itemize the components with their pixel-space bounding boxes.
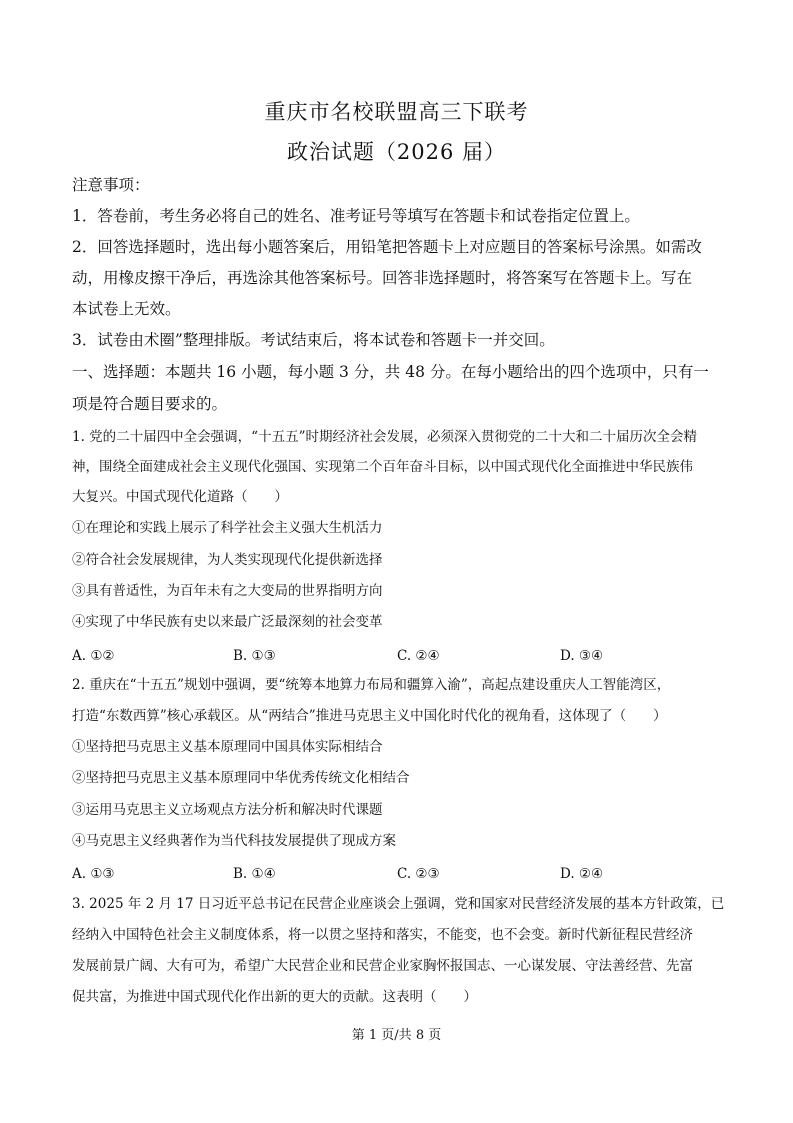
notice-item-3: 3．试卷由术圈”整理排版。考试结束后，将本试卷和答题卡一并交回。 xyxy=(72,331,555,349)
q2-statement-4: ④马克思主义经典著作为当代科技发展提供了现成方案 xyxy=(72,833,396,849)
q3-stem-line-1: 3. 2025 年 2 月 17 日习近平总书记在民营企业座谈会上强调，党和国家对民营经济发展的基本方针政策，已 xyxy=(72,896,725,912)
q2-option-a: A. ①③ xyxy=(72,866,115,882)
q1-statement-4: ④实现了中华民族有史以来最广泛最深刻的社会变革 xyxy=(72,614,383,630)
section-heading-line-2: 项是符合题目要求的。 xyxy=(72,395,228,413)
q1-option-d: D. ③④ xyxy=(560,648,604,664)
exam-title: 重庆市名校联盟高三下联考 xyxy=(264,100,529,124)
q2-option-d: D. ②④ xyxy=(560,866,604,882)
q3-stem-line-2: 经纳入中国特色社会主义制度体系，将一以贯之坚持和落实，不能变，也不会变。新时代新征程民营经济 xyxy=(72,927,693,943)
q2-stem-line-2: 打造“东数西算”核心承载区。从“两结合”推进马克思主义中国化时代化的视角看，这体现了（ ） xyxy=(72,708,667,724)
q2-statement-2: ②坚持把马克思主义基本原理同中华优秀传统文化相结合 xyxy=(72,770,410,786)
q1-stem-line-2: 神，围绕全面建成社会主义现代化强国、实现第二个百年奋斗目标，以中国式现代化全面推进中华民族伟 xyxy=(72,459,693,475)
q3-stem-line-4: 促共富，为推进中国式现代化作出新的更大的贡献。这表明（ ） xyxy=(72,989,477,1005)
q1-statement-2: ②符合社会发展规律，为人类实现现代化提供新选择 xyxy=(72,552,383,568)
exam-subtitle: 政治试题（2026 届） xyxy=(286,140,507,164)
q1-option-c: C. ②④ xyxy=(397,648,440,664)
q1-stem-line-3: 大复兴。中国式现代化道路（ ） xyxy=(72,489,288,505)
notice-item-2-line-2: 动，用橡皮擦干净后，再选涂其他答案标号。回答非选择题时，将答案写在答题卡上。写在 xyxy=(72,269,693,287)
q1-statement-1: ①在理论和实践上展示了科学社会主义强大生机活力 xyxy=(72,520,383,536)
q1-option-a: A. ①② xyxy=(72,648,115,664)
q2-statement-1: ①坚持把马克思主义基本原理同中国具体实际相结合 xyxy=(72,739,383,755)
q2-stem-line-1: 2. 重庆在“十五五”规划中强调，要“统筹本地算力布局和疆算入渝”，高起点建设重庆人工智能湾区， xyxy=(72,677,671,693)
notice-item-2-line-3: 本试卷上无效。 xyxy=(72,300,181,318)
q1-option-b: B. ①③ xyxy=(233,648,276,664)
q3-stem-line-3: 发展前景广阔、大有可为，希望广大民营企业和民营企业家胸怀报国志、一心谋发展、守法善经营、先富 xyxy=(72,958,693,974)
page-number: 第 1 页/共 8 页 xyxy=(351,1028,442,1043)
notice-item-1: 1．答卷前，考生务必将自己的姓名、准考证号等填写在答题卡和试卷指定位置上。 xyxy=(72,207,640,225)
q2-option-c: C. ②③ xyxy=(397,866,440,882)
q1-statement-3: ③具有普适性，为百年未有之大变局的世界指明方向 xyxy=(72,583,383,599)
section-heading-line-1: 一、选择题：本题共 16 小题，每小题 3 分，共 48 分。在每小题给出的四个选项中，只有一 xyxy=(72,363,709,381)
notice-item-2-line-1: 2．回答选择题时，选出每小题答案后，用铅笔把答题卡上对应题目的答案标号涂黑。如需改 xyxy=(72,238,702,256)
notice-heading: 注意事项： xyxy=(72,176,150,194)
q2-statement-3: ③运用马克思主义立场观点方法分析和解决时代课题 xyxy=(72,802,383,818)
q1-stem-line-1: 1. 党的二十届四中全会强调，“十五五”时期经济社会发展，必须深入贯彻党的二十大和二十届历次全会精 xyxy=(72,429,697,445)
q2-option-b: B. ①④ xyxy=(233,866,276,882)
